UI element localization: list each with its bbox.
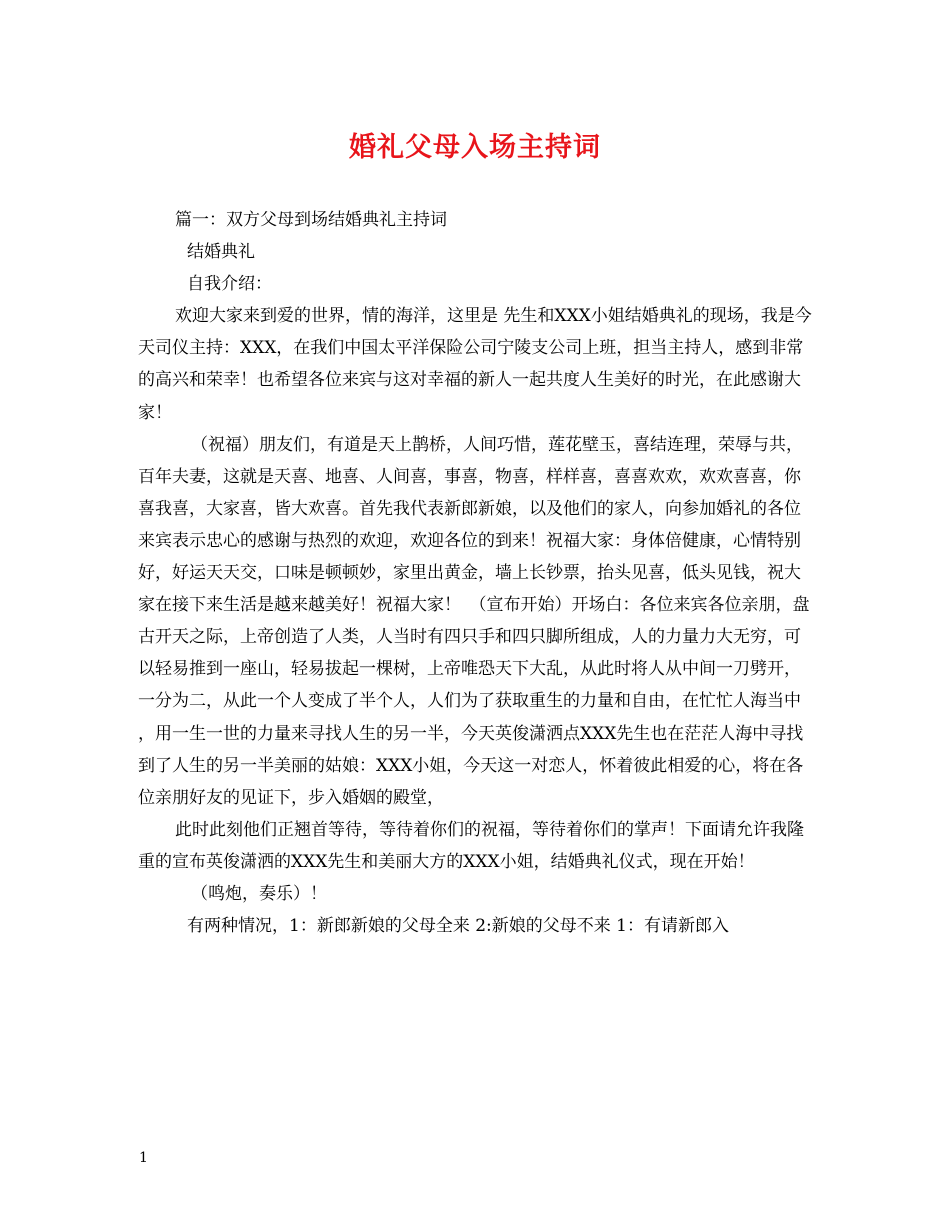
paragraph-self-intro-label: 自我介绍： xyxy=(187,274,272,295)
paragraph-fireworks-music: （鸣炮，奏乐）！ xyxy=(191,883,327,904)
document-title: 婚礼父母入场主持词 xyxy=(349,132,601,163)
page-number: 1 xyxy=(139,1150,148,1166)
paragraph-announcement: 此时此刻他们正翘首等待，等待着你们的祝福，等待着你们的掌声！下面请允许我隆重的宣布英俊潇洒的XXX先生和美丽大方的XXX小姐，结婚典礼仪式，现在开始！ xyxy=(138,819,804,872)
document-body xyxy=(138,204,814,942)
paragraph-blessing: （祝福）朋友们，有道是天上鹊桥，人间巧惜，莲花壁玉，喜结连理，荣辱与共，百年夫妻，这就是天喜、地喜、人间喜，事喜，物喜，样样喜，喜喜欢欢，欢欢喜喜，你喜我喜，大家喜，皆大欢喜。首先我代表新郎新娘，以及他们的家人，向参加婚礼的各位来宾表示忠心的感谢与热烈的欢迎，欢迎各位的到来！祝福大家：身体倍健康，心情特别好，好运天天交，口味是顿顿妙，家里出黄金，墙上长钞票，抬头见喜，低头见钱，祝大家在接下来生活是越来越美好！祝福大家！ （宣布开始）开场白：各位来宾各位亲朋，盘古开天之际，上帝创造了人类，人当时有四只手和四只脚所组成，人的力量力大无穷，可以轻易推到一座山，轻易拔起一棵树，上帝唯恐天下大乱，从此时将人从中间一刀劈开，一分为二，从此一个人变成了半个人，人们为了获取重生的力量和自由，在忙忙人海当中，用一生一世的力量来寻找人生的另一半，今天英俊潇洒点XXX先生也在茫茫人海中寻找到了人生的另一半美丽的姑娘：XXX小姐，今天这一对恋人，怀着彼此相爱的心，将在各位亲朋好友的见证下，步入婚姻的殿堂， xyxy=(138,434,810,808)
paragraph-ceremony-label: 结婚典礼 xyxy=(187,242,255,263)
paragraph-welcome: 欢迎大家来到爱的世界，情的海洋，这里是 先生和XXX小姐结婚典礼的现场，我是今天司仪主持：XXX，在我们中国太平洋保险公司宁陵支公司上班，担当主持人，感到非常的高兴和荣幸！也希望各位来宾与这对幸福的新人一起共度人生美好的时光，在此感谢大家！ xyxy=(138,306,812,423)
paragraph-section-heading: 篇一：双方父母到场结婚典礼主持词 xyxy=(175,210,447,230)
paragraph-two-situations: 有两种情况，1：新郎新娘的父母全来 2:新娘的父母不来 1：有请新郎入 xyxy=(187,916,729,937)
